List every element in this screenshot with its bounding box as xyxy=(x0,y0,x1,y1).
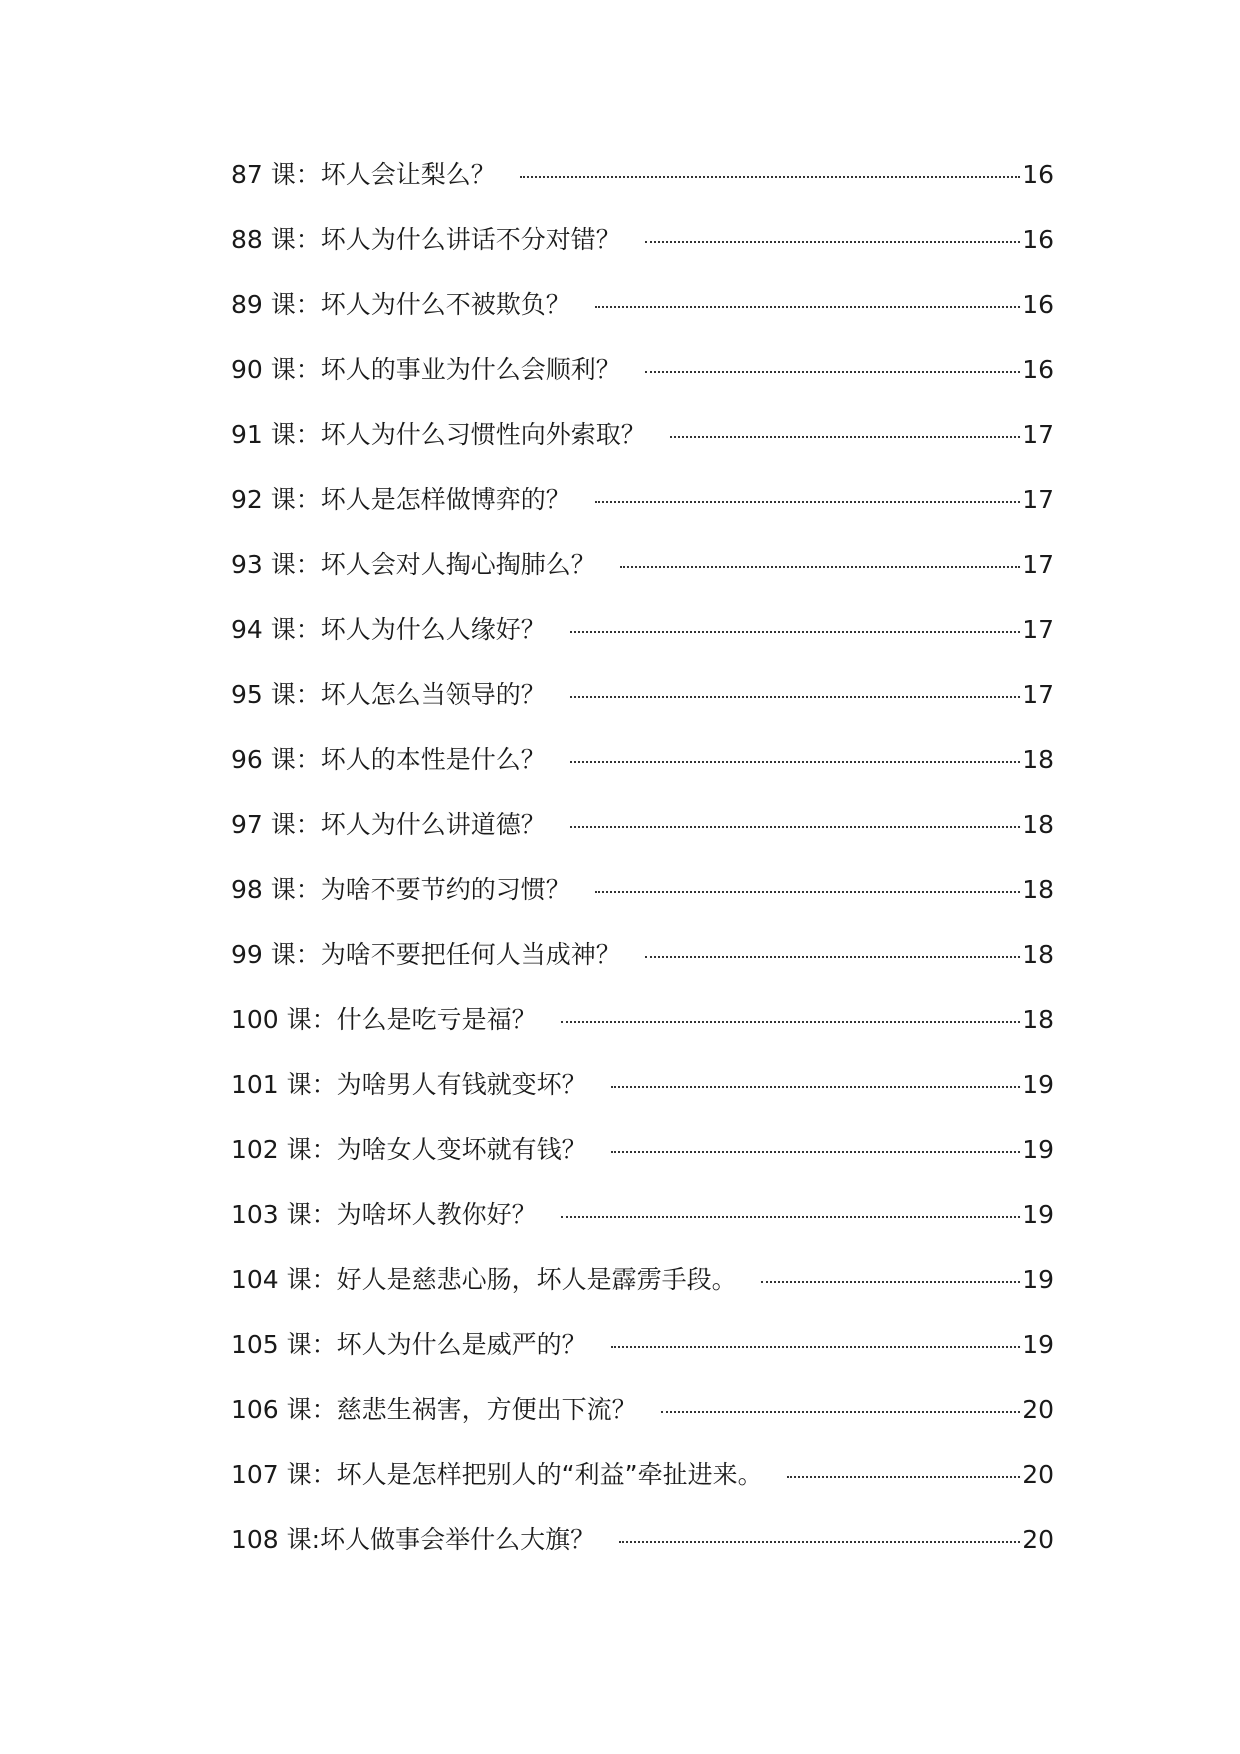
toc-entry[interactable] xyxy=(231,938,1054,1003)
toc-entry-title: 99 课：为啥不要把任何人当成神？ xyxy=(231,940,621,969)
toc-page-number: 20 xyxy=(1022,1525,1054,1554)
toc-dot-leader xyxy=(611,1346,1021,1348)
toc-page-number: 16 xyxy=(1022,290,1054,319)
toc-page-number: 19 xyxy=(1022,1135,1054,1164)
toc-page-number: 16 xyxy=(1022,225,1054,254)
toc-page-number: 19 xyxy=(1022,1200,1054,1229)
table-of-contents xyxy=(231,158,1054,1588)
toc-page-number: 20 xyxy=(1022,1395,1054,1424)
toc-dot-leader xyxy=(520,176,1020,178)
toc-page-number: 18 xyxy=(1022,745,1054,774)
toc-entry[interactable] xyxy=(231,1523,1054,1588)
toc-entry-title: 91 课：坏人为什么习惯性向外索取？ xyxy=(231,420,646,449)
toc-page-number: 17 xyxy=(1022,680,1054,709)
toc-dot-leader xyxy=(561,1216,1021,1218)
toc-page-number: 20 xyxy=(1022,1460,1054,1489)
toc-page-number: 17 xyxy=(1022,615,1054,644)
toc-page-number: 16 xyxy=(1022,355,1054,384)
toc-dot-leader xyxy=(620,566,1020,568)
toc-page-number: 17 xyxy=(1022,550,1054,579)
toc-entry[interactable] xyxy=(231,1003,1054,1068)
toc-dot-leader xyxy=(570,696,1020,698)
toc-page-number: 19 xyxy=(1022,1330,1054,1359)
toc-page-number: 18 xyxy=(1022,940,1054,969)
toc-entry-title: 101 课：为啥男人有钱就变坏？ xyxy=(231,1070,587,1099)
toc-entry[interactable] xyxy=(231,613,1054,678)
toc-dot-leader xyxy=(619,1541,1020,1543)
toc-entry[interactable] xyxy=(231,158,1054,223)
toc-entry[interactable] xyxy=(231,418,1054,483)
toc-dot-leader xyxy=(570,826,1020,828)
toc-dot-leader xyxy=(595,501,1020,503)
toc-entry-title: 95 课：坏人怎么当领导的？ xyxy=(231,680,546,709)
toc-dot-leader xyxy=(595,306,1020,308)
toc-dot-leader xyxy=(595,891,1020,893)
toc-page-number: 18 xyxy=(1022,810,1054,839)
toc-entry-title: 96 课：坏人的本性是什么？ xyxy=(231,745,546,774)
toc-entry[interactable] xyxy=(231,1263,1054,1328)
toc-entry[interactable] xyxy=(231,1068,1054,1133)
toc-entry[interactable] xyxy=(231,1198,1054,1263)
toc-entry[interactable] xyxy=(231,1458,1054,1523)
toc-entry[interactable] xyxy=(231,743,1054,808)
toc-page-number: 18 xyxy=(1022,875,1054,904)
toc-entry[interactable] xyxy=(231,678,1054,743)
toc-dot-leader xyxy=(570,761,1020,763)
toc-entry[interactable] xyxy=(231,353,1054,418)
toc-dot-leader xyxy=(661,1411,1021,1413)
toc-entry-title: 98 课：为啥不要节约的习惯？ xyxy=(231,875,571,904)
toc-dot-leader xyxy=(561,1021,1021,1023)
toc-dot-leader xyxy=(611,1086,1021,1088)
toc-entry[interactable] xyxy=(231,1133,1054,1198)
toc-entry[interactable] xyxy=(231,873,1054,938)
toc-dot-leader xyxy=(645,956,1020,958)
toc-dot-leader xyxy=(611,1151,1021,1153)
toc-entry-title: 88 课：坏人为什么讲话不分对错？ xyxy=(231,225,621,254)
toc-page-number: 17 xyxy=(1022,485,1054,514)
toc-entry-title: 97 课：坏人为什么讲道德？ xyxy=(231,810,546,839)
toc-entry-title: 108 课:坏人做事会举什么大旗？ xyxy=(231,1525,596,1554)
toc-entry-title: 107 课：坏人是怎样把别人的“利益”牵扯进来。 xyxy=(231,1460,763,1489)
toc-entry[interactable] xyxy=(231,288,1054,353)
toc-page-number: 16 xyxy=(1022,160,1054,189)
toc-entry-title: 89 课：坏人为什么不被欺负？ xyxy=(231,290,571,319)
toc-entry[interactable] xyxy=(231,483,1054,548)
toc-entry-title: 93 课：坏人会对人掏心掏肺么？ xyxy=(231,550,596,579)
toc-entry[interactable] xyxy=(231,223,1054,288)
toc-entry-title: 100 课：什么是吃亏是福？ xyxy=(231,1005,537,1034)
toc-dot-leader xyxy=(670,436,1020,438)
toc-entry-title: 102 课：为啥女人变坏就有钱？ xyxy=(231,1135,587,1164)
toc-entry-title: 87 课：坏人会让梨么？ xyxy=(231,160,496,189)
toc-entry-title: 103 课：为啥坏人教你好？ xyxy=(231,1200,537,1229)
toc-entry-title: 106 课：慈悲生祸害，方便出下流？ xyxy=(231,1395,637,1424)
toc-dot-leader xyxy=(761,1281,1021,1283)
toc-entry-title: 104 课：好人是慈悲心肠，坏人是霹雳手段。 xyxy=(231,1265,737,1294)
toc-entry[interactable] xyxy=(231,1393,1054,1458)
toc-entry-title: 90 课：坏人的事业为什么会顺利？ xyxy=(231,355,621,384)
toc-page-number: 17 xyxy=(1022,420,1054,449)
toc-entry-title: 105 课：坏人为什么是威严的？ xyxy=(231,1330,587,1359)
toc-page-number: 19 xyxy=(1022,1070,1054,1099)
toc-entry[interactable] xyxy=(231,548,1054,613)
toc-dot-leader xyxy=(787,1476,1021,1478)
toc-page-number: 19 xyxy=(1022,1265,1054,1294)
toc-entry-title: 92 课：坏人是怎样做博弈的？ xyxy=(231,485,571,514)
toc-entry-title: 94 课：坏人为什么人缘好？ xyxy=(231,615,546,644)
toc-dot-leader xyxy=(570,631,1020,633)
toc-entry[interactable] xyxy=(231,1328,1054,1393)
toc-entry[interactable] xyxy=(231,808,1054,873)
toc-dot-leader xyxy=(645,241,1020,243)
toc-dot-leader xyxy=(645,371,1020,373)
toc-page-number: 18 xyxy=(1022,1005,1054,1034)
